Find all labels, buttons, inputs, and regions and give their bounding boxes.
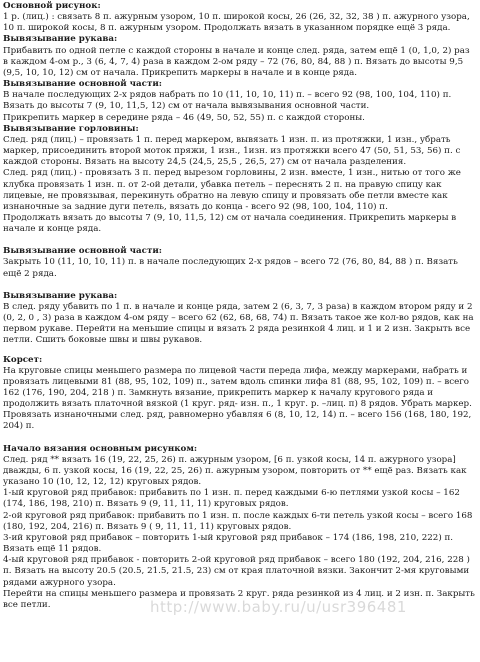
section-main-pattern-start [3, 444, 477, 611]
paragraph: 3-ий круговой ряд прибавок – повторить 1-ый круговой ряд прибавок – 174 (186, 198, 210, 222) п. Вязать ещё 11 рядов. [3, 532, 454, 555]
paragraph: 2-ой круговой ряд прибавок: прибавить по 1 изн. п. после каждых 6-ти петель узкой косы – всего 168 (180, 192, 204, 216) п. Вязать 9 ( 9, 11, 11, 11) круговых рядов. [3, 510, 473, 532]
section-main-part-1 [3, 79, 477, 124]
section-title: Вывязывание основной части: [3, 79, 162, 90]
section-title: Корсет: [3, 354, 43, 365]
section-title: Основной рисунок: [3, 1, 101, 11]
paragraph: 1 р. (лиц.) : связать 8 п. ажурным узором, 10 п. широкой косы, 26 (26, 32, 32, 38 ) п. ажурного узора, 10 п. широкой косы, 8 п. ажурным узором. Продолжать вязать в указанном порядке ещё 3 ряда. [3, 12, 470, 34]
paragraph: Прибавить по одной петле с каждой стороны в начале и конце след. ряда, затем ещё 1 (0, 1,0, 2) раз в каждом 4-ом р., 3 (6, 4, 7, 4) раза в каждом 2-ом ряду – 72 (76, 80, 84, 88 ) п. Вязать до высоты 9,5 (9,5, 10, 10, 12) см от начала. Прикрепить маркеры в начале и в конце ряда. [3, 45, 470, 78]
paragraph: На круговые спицы меньшего размера по лицевой части переда лифа, между маркерами, набрать и провязать лицевыми 81 (88, 95, 102, 109) п., затем вдоль спинки лифа 81 (88, 95, 102, 109) п. – всего 162 (176, 190, 204, 218 ) п. Замкнуть вязание, прикрепить маркер к началу кругового ряда и продолжить вязать платочной вязкой (1 круг. ряд- изн. п., 1 круг. р. –лиц. п) 8 рядов. Убрать маркер. Провязать изнаночными след. ряд, равномерно убавляя 6 (8, 10, 12, 14) п. – всего 156 (168, 180, 192, 204) п. [3, 365, 472, 432]
paragraph: След. ряд ** вязать 16 (19, 22, 25, 26) п. ажурным узором, [6 п. узкой косы, 14 п. ажурного узора] дважды, 6 п. узкой косы, 16 (19, 22, 25, 26) п. ажурным узором, повторить от ** ещё раз. Вязать как указано 10 (10, 12, 12, 12) круговых рядов. [3, 454, 467, 488]
section-title: Вывязывание рукава: [3, 34, 118, 45]
section-title: Вывязывание основной части: [3, 246, 162, 257]
section-corset [3, 355, 477, 433]
paragraph: В начале последующих 2-х рядов набрать по 10 (11, 10, 10, 11) п. – всего 92 (98, 100, 104, 110) п. Вязать до высоты 7 (9, 10, 11,5, 12) см от начала вывязывания основной части. [3, 90, 452, 112]
paragraph: След. ряд (лиц.) – провязать 1 п. перед маркером, вывязать 1 изн. п. из протяжки, 1 изн., убрать маркер, присоединить второй моток пряжи, 1 изн., 1изн. из протяжки всего 47 (50, 51, 53, 56) п. с каждой стороны. Вязать на высоту 24,5 (24,5, 25,5 , 26,5, 27) см от начала разделения. [3, 134, 461, 168]
paragraph: Прикрепить маркер в середине ряда – 46 (49, 50, 52, 55) п. с каждой стороны. [3, 112, 365, 123]
paragraph: В след. ряду убавить по 1 п. в начале и конце ряда, затем 2 (6, 3, 7, 3 раза) в каждом втором ряду и 2 (0, 2, 0 , 3) раза в каждом 4-ом ряду – всего 62 (62, 68, 68, 74) п. Вязать такое же кол-во рядов, как на первом рукаве. Перейти на меньшие спицы и вязать 2 ряда резинкой 4 лиц. и 1 и 2 изн. Закрыть все петли. Сшить боковые швы и швы рукавов. [3, 301, 474, 346]
section-neckline [3, 124, 477, 236]
paragraph: След. ряд (лиц.) - провязать 3 п. перед вырезом горловины, 2 изн. вместе, 1 изн., нитью от того же клубка провязать 1 изн. п. от 2-ой детали, убавка петель – переснять 2 п. на правую спицу как лицевые, не провязывая, перекинуть обратно на левую спицу и провязать обе петли вместе как изнаночные за задние дуги петель, вязать до конца - всего 92 (98, 100, 104, 110) п. [3, 168, 461, 212]
paragraph: Закрыть 10 (11, 10, 10, 11) п. в начале последующих 2-х рядов – всего 72 (76, 80, 84, 88 ) п. Вязать ещё 2 ряда. [3, 257, 458, 279]
section-sleeve-1 [3, 34, 477, 79]
watermark-url: http://www.baby.ru/u/usr396481 [150, 598, 407, 616]
document-body [3, 1, 477, 611]
paragraph: Продолжать вязать до высоты 7 (9, 10, 11,5, 12) см от начала соединения. Прикрепить маркеры в начале и конце ряда. [3, 212, 457, 235]
paragraph: 4-ый круговой ряд прибавок - повторить 2-ой круговой ряд прибавок – всего 180 (192, 204, 216, 228 ) п. Вязать на высоту 20.5 (20.5, 21.5, 21.5, 23) см от края платочной вязки. Закончит 2-мя круговыми рядами ажурного узора. [3, 555, 470, 588]
section-main-pattern [3, 1, 477, 34]
section-title: Начало вязания основным рисунком: [3, 443, 198, 454]
section-title: Вывязывание горловины: [3, 123, 139, 134]
paragraph: Перейти на спицы меньшего размера и провязать 2 круг. ряда резинкой из 4 лиц. и 2 изн. п. Закрыть все петли. [3, 588, 475, 610]
section-main-part-2 [3, 246, 477, 279]
section-title: Вывязывание рукава: [3, 290, 118, 301]
section-sleeve-2 [3, 291, 477, 347]
paragraph: 1-ый круговой ряд прибавок: прибавить по 1 изн. п. перед каждыми 6-ю петлями узкой косы – 162 (174, 186, 198, 210) п. Вязать 9 (9, 11, 11, 11) круговых рядов. [3, 488, 460, 510]
